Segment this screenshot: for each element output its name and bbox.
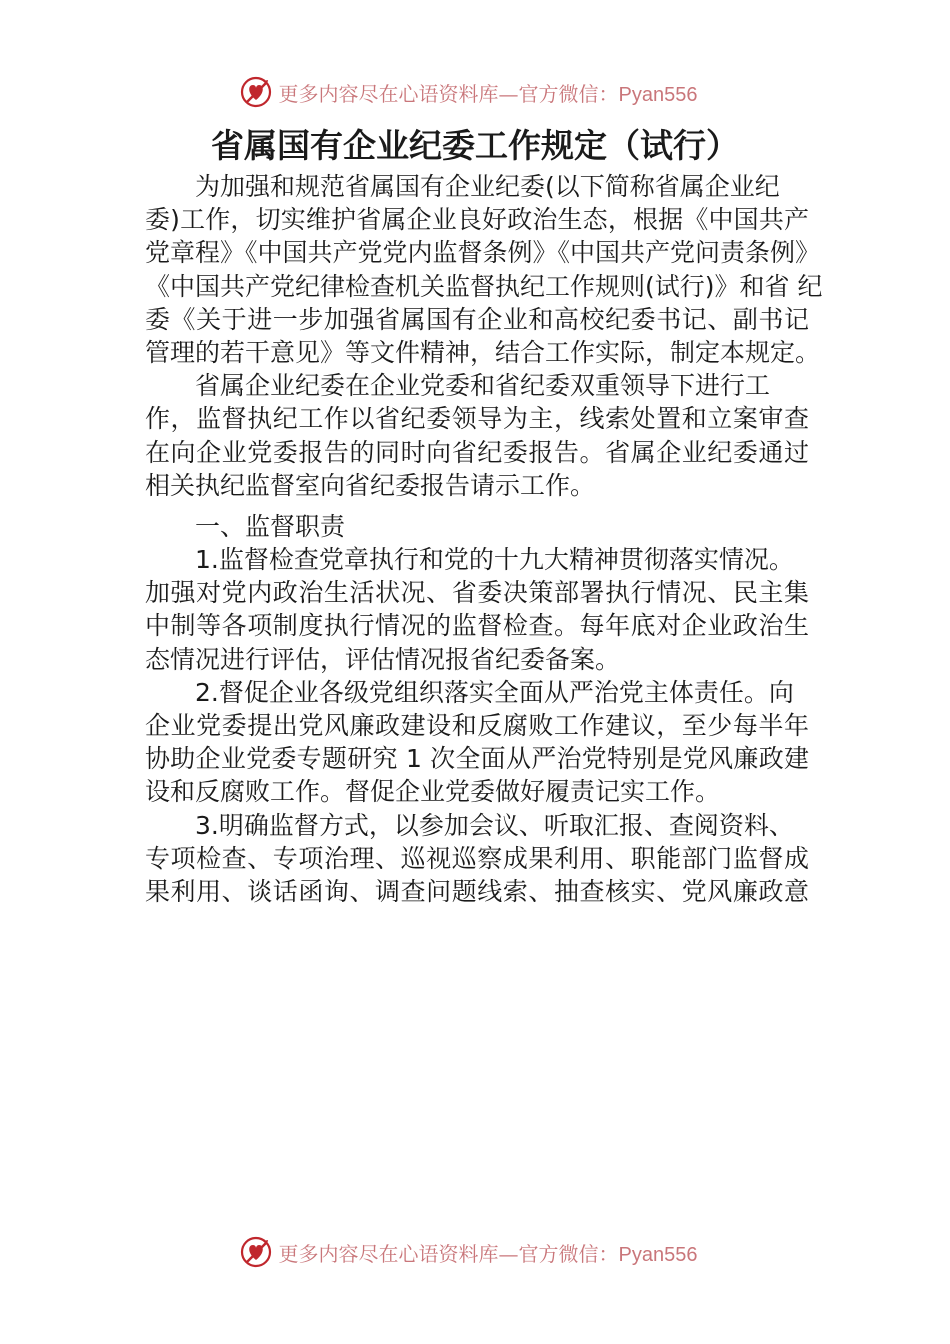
paragraph-line: 中制等各项制度执行情况的监督检查。每年底对企业政治生 xyxy=(145,611,809,641)
paragraph-line: 作，监督执纪工作以省纪委领导为主，线索处置和立案审查 xyxy=(145,404,809,434)
paragraph-line: 在向企业党委报告的同时向省纪委报告。省属企业纪委通过 xyxy=(145,437,809,467)
paragraph-line: 专项检查、专项治理、巡视巡察成果利用、职能部门监督成 xyxy=(145,843,809,873)
paragraph-line: 设和反腐败工作。督促企业党委做好履责记实工作。 xyxy=(145,777,721,807)
paragraph-line: 果利用、谈话函询、调查问题线索、抽查核实、党风廉政意 xyxy=(145,876,809,906)
paragraph-line: 协助企业党委专题研究 1 次全面从严治党特别是党风廉政建 xyxy=(145,744,809,774)
paragraph-line: 1.监督检查党章执行和党的十九大精神贯彻落实情况。 xyxy=(195,545,794,575)
paragraph-line: 相关执纪监督室向省纪委报告请示工作。 xyxy=(145,470,596,500)
paragraph-line: 2.督促企业各级党组织落实全面从严治党主体责任。向 xyxy=(195,677,794,707)
watermark-header xyxy=(0,72,950,112)
watermark-footer xyxy=(0,1232,950,1272)
paragraph-line: 省属企业纪委在企业党委和省纪委双重领导下进行工 xyxy=(195,371,771,401)
paragraph-line: 《中国共产党纪律检查机关监督执纪工作规则(试行)》和省 纪 xyxy=(145,271,823,301)
document-body xyxy=(145,170,823,908)
section-heading: 一、监督职责 xyxy=(195,511,346,541)
paragraph-line: 委《关于进一步加强省属国有企业和高校纪委书记、副书记 xyxy=(145,304,809,334)
paragraph-line: 企业党委提出党风廉政建设和反腐败工作建议，至少每半年 xyxy=(145,711,809,740)
watermark-text: 更多内容尽在心语资料库—官方微信：Pyan556 xyxy=(278,1241,698,1266)
heart-seal-logo-icon xyxy=(239,75,273,109)
paragraph-line: 管理的若干意见》等文件精神，结合工作实际，制定本规定。 xyxy=(145,337,821,367)
document-title: 省属国有企业纪委工作规定（试行） xyxy=(211,126,739,165)
paragraph-line: 党章程》《中国共产党党内监督条例》《中国共产党问责条例》 xyxy=(145,238,821,268)
watermark-text: 更多内容尽在心语资料库—官方微信：Pyan556 xyxy=(278,81,698,106)
paragraph-line: 为加强和规范省属国有企业纪委(以下简称省属企业纪 xyxy=(195,172,780,201)
paragraph-line: 加强对党内政治生活状况、省委决策部署执行情况、民主集 xyxy=(145,578,809,608)
paragraph-line: 3.明确监督方式，以参加会议、听取汇报、查阅资料、 xyxy=(195,810,794,840)
paragraph-line: 委)工作，切实维护省属企业良好政治生态，根据《中国共产 xyxy=(145,205,809,235)
paragraph-line: 态情况进行评估，评估情况报省纪委备案。 xyxy=(145,644,621,674)
heart-seal-logo-icon xyxy=(239,1235,273,1269)
